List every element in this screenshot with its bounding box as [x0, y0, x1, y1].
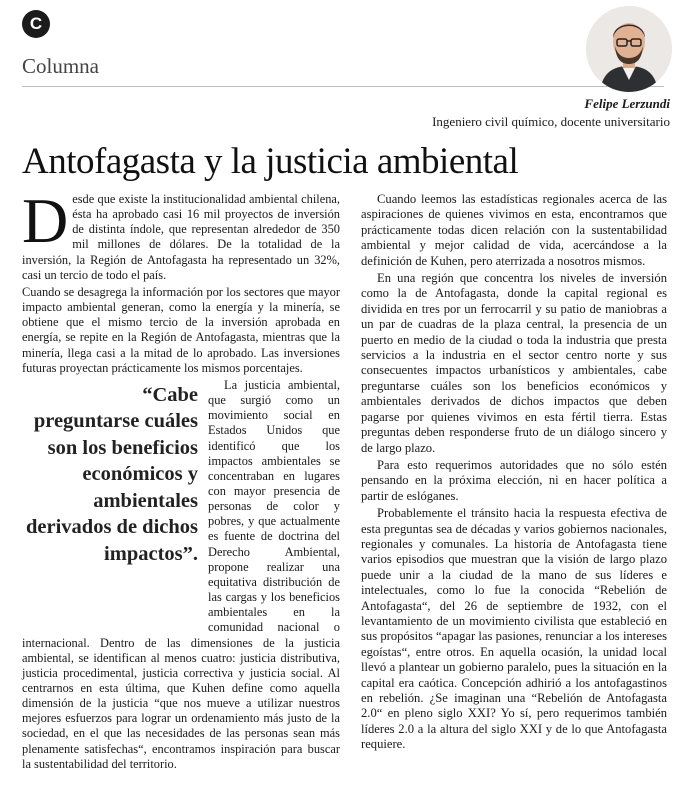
paragraph-text: esde que existe la institucionalidad ambiental chilena, ésta ha aprobado casi 16 mil proyectos de inversión de distinta índole, que representan alrededor de 350 mil millones de dólares. De la totalidad de la inversión, la Región de Antofagasta ha representado un 32%, casi un tercio de todo el país. [22, 192, 340, 282]
article-column-right [361, 192, 667, 753]
article-paragraph: En una región que concentra los niveles de inversión como la de Antofagasta, donde la capital regional es dividida en tres por un ferrocarril y su patio de maniobras a un par de cuadras de la plaza central, la presencia de un puerto en medio de la ciudad o toda la industria que presta servicios a la industria en el sector centro norte y sus consecuentes impactos urbanísticos y ambientales, cabe preguntarse cuáles son los beneficios económicos y ambientales derivados de dichos impactos que deben pagarse por quienes vivimos en esta fértil tierra. Estas preguntas deben responderse fruto de un diálogo sincero y de largo plazo. [361, 271, 667, 455]
article-paragraph [22, 378, 340, 772]
paragraph-text: La justicia ambiental, que surgió como un movimiento social en Estados Unidos que identificó que los impactos ambientales se concentraban en lugares con mayor presencia de personas de color y pobres, y que actualmente es fuente de doctrina del Derecho Ambiental, propone realizar una equitativa distribución de las cargas y los beneficios ambientales en la comunidad nacional o internacional. Dentro de las dimensiones de la justicia ambiental, se identifican al menos cuatro: justicia distributiva, justicia procedimental, justicia correctiva y justicia social. Al centrarnos en esta última, que Kuhen define como aquella dimensión de la justicia “que nos mueve a utilizar nuestros mejores esfuerzos para lograr un ordenamiento más justo de la sociedad, en el que las necesidades de las personas sean más plenamente satisfechas“, encontramos inspiración para buscar la sustentabilidad del territorio. [22, 377, 340, 771]
article-headline: Antofagasta y la justicia ambiental [22, 141, 519, 182]
article-paragraph [22, 185, 340, 283]
article-paragraph: Para esto requerimos autoridades que no sólo estén pensando en la próxima elección, ni en hacer política a partir de eslóganes. [361, 457, 667, 503]
article-column-left [22, 185, 340, 772]
article-paragraph: Cuando se desagrega la información por los sectores que mayor impacto ambiental generan, como la energía y la minería, se obtiene que el mismo tercio de la inversión aprobada en energía, se repite en la Región de Antofagasta, mientras que la minería, llega casi a la mitad de lo aprobado. Las inversiones futuras proyectan prácticamente los mismos porcentajes. [22, 284, 340, 375]
pull-quote: “Cabe preguntarse cuáles son los beneficios económicos y ambientales derivados de dichos impactos”. [26, 383, 198, 565]
article-paragraph: Probablemente el tránsito hacia la respuesta efectiva de esta preguntas sea de décadas y varios gobiernos nacionales, regionales y comunales. La historia de Antofagasta tiene varios episodios que muestran que la visión de largo plazo puede unir a la ciudad de la mano de sus líderes e intelectuales, como lo fue la conocida “Rebelión de Antofagasta“, del 26 de septiembre de 1932, con el levantamiento de un movimiento civilista que estableció en sus propósitos “apagar las pasiones, renunciar a los intereses egoístas“, entre otros. En aquella ocasión, la unidad local llevó a plantear un gobierno paralelo, pues la situación en la capital era caótica. Concepción adhirió a los antofagastinos en rebelión. ¿Se imaginan una “Rebelión de Antofagasta 2.0“ en pleno siglo XXI? Yo sí, pero requerimos también líderes 2.0 a la altura del siglo XXI y de lo que Antofagasta requiere. [361, 506, 667, 752]
drop-cap: D [22, 185, 69, 256]
author-portrait-icon [586, 6, 672, 92]
author-name: Felipe Lerzundi [584, 96, 670, 111]
article-paragraph: Cuando leemos las estadísticas regionales acerca de las aspiraciones de quienes vivimos en esta, encontramos que prácticamente todas dicen relación con la sustentabilidad ambiental y mejor calidad de vida, acercándose a la definición de Kuhen, pero aterrizada a nosotros mismos. [361, 192, 667, 268]
header-divider [22, 86, 664, 87]
author-role: Ingeniero civil químico, docente universitario [432, 114, 670, 129]
column-badge [22, 10, 50, 38]
badge-letter: C [29, 14, 43, 33]
section-label: Columna [22, 54, 99, 78]
